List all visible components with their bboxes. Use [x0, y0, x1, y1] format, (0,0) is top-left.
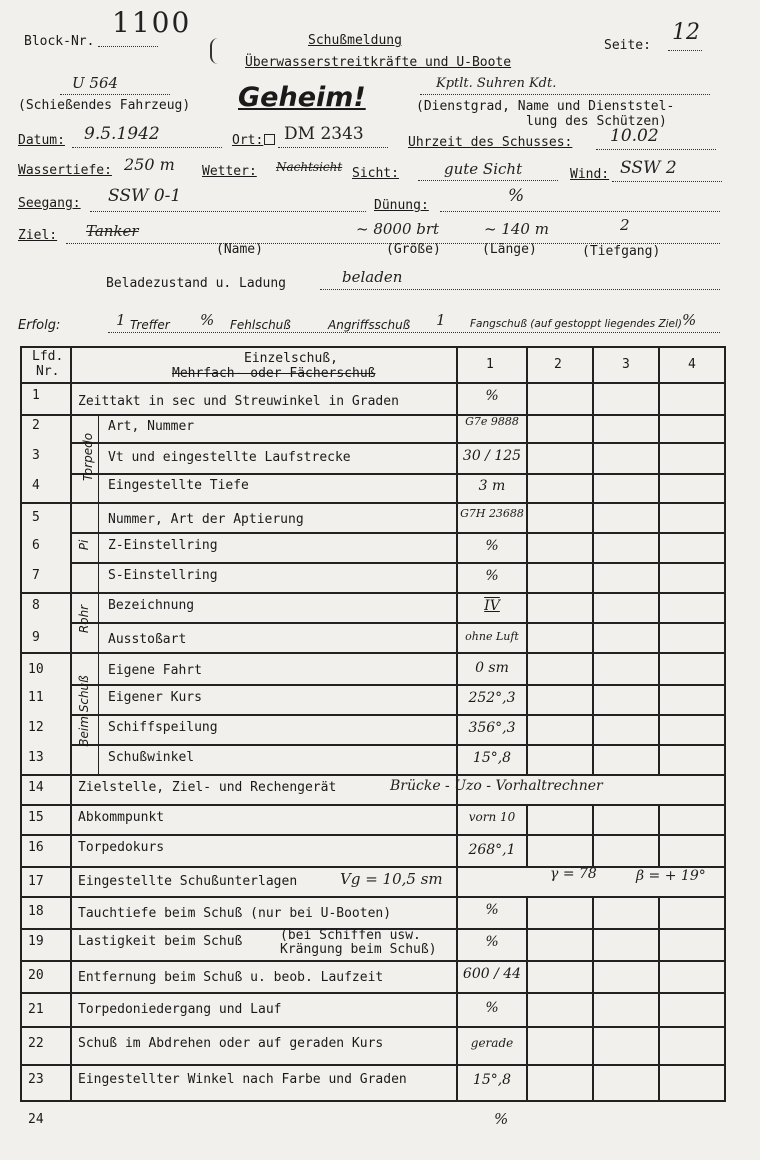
col-line — [658, 346, 660, 774]
row-line — [70, 473, 726, 475]
group-torpedo: Torpedo — [81, 432, 95, 482]
depth-value: 250 m — [124, 155, 175, 174]
row-value-wide: β = + 19° — [636, 868, 706, 884]
wind-label: Wind: — [570, 167, 610, 182]
row-label: Eingestellte Tiefe — [108, 478, 249, 493]
col-line — [592, 346, 594, 774]
time-dots — [596, 149, 716, 150]
row-line — [20, 502, 726, 504]
row-value: ohne Luft — [465, 630, 519, 643]
row-label-note: Krängung beim Schuß) — [280, 942, 437, 957]
swell-label: Dünung: — [374, 198, 429, 213]
row-line — [20, 804, 726, 806]
row-line — [20, 1064, 726, 1066]
col-line — [456, 346, 458, 1102]
row-value: % — [485, 568, 499, 584]
row-label: Entfernung beim Schuß u. beob. Laufzeit — [78, 970, 384, 985]
shooter-dots — [420, 94, 710, 95]
page-number: 12 — [672, 20, 700, 45]
col-line — [658, 896, 660, 1102]
catch-value: % — [682, 311, 697, 329]
place-value: DM 2343 — [284, 124, 364, 144]
row-line — [20, 866, 726, 868]
group-pi: Pi — [77, 539, 91, 551]
row-value: % — [485, 538, 499, 554]
sea-value: SSW 0-1 — [108, 186, 182, 206]
shooter-label-1: (Dienstgrad, Name und Dienststel- — [416, 99, 675, 114]
group-beim-schuss: Beim Schuß — [77, 675, 91, 747]
row-value: 0 sm — [475, 660, 509, 676]
row-value: % — [485, 934, 499, 950]
col-no-header: Lfd. — [32, 349, 64, 364]
place-square — [264, 134, 275, 145]
date-label: Datum: — [18, 133, 65, 148]
row-label: Ausstoßart — [108, 632, 187, 647]
load-value: beladen — [342, 268, 403, 286]
row-line — [20, 992, 726, 994]
row-label: Eigener Kurs — [108, 690, 202, 705]
row-number: 18 — [28, 904, 44, 919]
shot-table — [20, 346, 726, 1102]
block-label: Block-Nr. — [24, 34, 95, 49]
row-number: 15 — [28, 810, 44, 825]
row-number: 10 — [28, 662, 44, 677]
row-value: % — [485, 1000, 499, 1016]
row-line — [20, 774, 726, 776]
row-line — [20, 652, 726, 654]
col-line — [658, 804, 660, 866]
swell-value: % — [508, 186, 525, 206]
name-label: (Name) — [216, 242, 263, 257]
row-value-wide: Vg = 10,5 sm — [340, 870, 443, 888]
footer-row-number: 24 — [28, 1112, 44, 1127]
row-number: 2 — [32, 418, 40, 433]
row-label: Zeittakt in sec und Streuwinkel in Graden — [78, 394, 399, 409]
vessel-value: U 564 — [72, 74, 119, 92]
visibility-value: gute Sicht — [444, 160, 523, 178]
block-number: 1100 — [112, 6, 192, 39]
row-number: 17 — [28, 874, 44, 889]
success-label: Erfolg: — [18, 318, 61, 333]
row-number: 19 — [28, 934, 44, 949]
row-line — [20, 834, 726, 836]
row-line — [70, 684, 726, 686]
row-label: Abkommpunkt — [78, 810, 165, 825]
col-line — [592, 896, 594, 1102]
col-desc-header-2: Mehrfach- oder Fächerschuß — [172, 366, 376, 381]
col-line — [526, 804, 528, 866]
row-number: 1 — [32, 388, 40, 403]
col-line — [592, 804, 594, 866]
row-value: gerade — [470, 1036, 514, 1050]
col-4-header: 4 — [688, 357, 696, 372]
row-line — [70, 714, 726, 716]
hits-value: 1 — [116, 311, 126, 329]
row-value: G7H 23688 — [460, 507, 524, 520]
target-length: ~ 140 m — [484, 220, 549, 238]
target-draught: 2 — [620, 216, 630, 234]
group-line — [98, 414, 99, 774]
row-value: 356°,3 — [468, 720, 516, 736]
row-value: % — [485, 902, 499, 918]
row-number: 23 — [28, 1072, 44, 1087]
row-line — [20, 346, 726, 348]
row-label: Z-Einstellring — [108, 538, 218, 553]
row-label: Schußwinkel — [108, 750, 195, 765]
row-number: 14 — [28, 780, 44, 795]
size-label: (Größe) — [386, 242, 441, 257]
row-label: Zielstelle, Ziel- und Rechengerät — [78, 780, 337, 795]
row-line — [70, 562, 726, 564]
page-label: Seite: — [604, 38, 651, 53]
row-number: 20 — [28, 968, 44, 983]
row-number: 11 — [28, 690, 44, 705]
attack-label: Angriffsschuß — [328, 318, 411, 332]
col-1-header: 1 — [486, 357, 494, 372]
row-value: 3 m — [478, 478, 506, 494]
target-size: ~ 8000 brt — [356, 220, 440, 238]
place-label: Ort: — [232, 133, 264, 148]
miss-value: % — [200, 311, 215, 329]
form-subtitle: Überwasserstreitkräfte und U-Boote — [245, 55, 512, 70]
col-3-header: 3 — [622, 357, 630, 372]
row-value-wide: γ = 78 — [550, 866, 597, 882]
row-label: Nummer, Art der Aptierung — [108, 512, 304, 527]
sea-dots — [90, 211, 366, 212]
target-label: Ziel: — [18, 228, 58, 243]
row-line — [70, 622, 726, 624]
row-label-note: (bei Schiffen usw. — [280, 928, 421, 943]
depth-label: Wassertiefe: — [18, 163, 112, 178]
miss-label: Fehlschuß — [230, 318, 291, 332]
wind-value: SSW 2 — [620, 158, 677, 178]
col-line — [70, 346, 72, 1102]
row-value: 600 / 44 — [462, 966, 522, 982]
row-line — [20, 414, 726, 416]
sea-label: Seegang: — [18, 196, 81, 211]
row-label: Eingestellte Schußunterlagen — [78, 874, 298, 889]
col-2-header: 2 — [554, 357, 562, 372]
row-value: vorn 10 — [468, 810, 516, 824]
row-number: 5 — [32, 510, 40, 525]
row-value: G7e 9888 — [465, 415, 519, 428]
row-label: Schiffspeilung — [108, 720, 218, 735]
row-label: Tauchtiefe beim Schuß (nur bei U-Booten) — [78, 906, 392, 921]
row-label: Schuß im Abdrehen oder auf geraden Kurs — [78, 1036, 384, 1051]
time-value: 10.02 — [610, 126, 659, 146]
visibility-label: Sicht: — [352, 166, 399, 181]
row-label: Eigene Fahrt — [108, 663, 202, 678]
catch-label: Fangschuß (auf gestoppt liegendes Ziel) — [470, 318, 683, 330]
shooter-value: Kptlt. Suhren Kdt. — [436, 76, 557, 91]
row-number: 13 — [28, 750, 44, 765]
row-value: 15°,8 — [472, 1072, 512, 1088]
row-line — [70, 442, 726, 444]
shooter-label-2: lung des Schützen) — [526, 114, 667, 129]
row-label: Eingestellter Winkel nach Farbe und Graden — [78, 1072, 407, 1087]
row-number: 7 — [32, 568, 40, 583]
row-value-wide: Brücke - Uzo - Vorhaltrechner — [390, 778, 603, 794]
place-dots — [278, 147, 388, 148]
row-label: Torpedoniedergang und Lauf — [78, 1002, 282, 1017]
row-label: Torpedokurs — [78, 840, 165, 855]
row-label: Vt und eingestellte Laufstrecke — [108, 450, 351, 465]
draught-label: (Tiefgang) — [582, 244, 661, 259]
row-value: 15°,8 — [472, 750, 512, 766]
col-line — [526, 896, 528, 1102]
row-line — [20, 896, 726, 898]
target-value: Tanker — [86, 222, 139, 240]
row-label: Art, Nummer — [108, 419, 195, 434]
row-value: IV — [484, 598, 500, 614]
row-number: 9 — [32, 630, 40, 645]
row-value: 30 / 125 — [462, 448, 522, 464]
bracket-mark — [210, 38, 218, 64]
row-number: 16 — [28, 840, 44, 855]
row-number: 12 — [28, 720, 44, 735]
row-line — [20, 1100, 726, 1102]
row-line — [70, 532, 726, 534]
row-number: 6 — [32, 538, 40, 553]
footer-value: % — [494, 1110, 509, 1128]
page-dots — [668, 50, 702, 51]
date-dots — [72, 147, 222, 148]
col-line — [724, 346, 726, 1102]
visibility-dots — [418, 180, 558, 181]
hits-label: Treffer — [130, 318, 170, 332]
swell-dots — [440, 211, 720, 212]
secret-stamp: Geheim! — [238, 82, 366, 113]
group-rohr: Rohr — [77, 604, 91, 634]
row-line — [20, 382, 726, 384]
attack-value: 1 — [436, 311, 446, 329]
row-value: 268°,1 — [468, 842, 516, 858]
load-dots — [320, 289, 720, 290]
weather-value: Nachtsicht — [276, 160, 343, 174]
col-line — [20, 346, 22, 1102]
time-label: Uhrzeit des Schusses: — [408, 135, 573, 150]
row-label: S-Einstellring — [108, 568, 218, 583]
row-value: 252°,3 — [468, 690, 516, 706]
col-desc-header: Einzelschuß, — [244, 351, 338, 366]
row-line — [20, 960, 726, 962]
row-line — [20, 592, 726, 594]
row-number: 21 — [28, 1002, 44, 1017]
success-dots — [108, 332, 720, 333]
vessel-label: (Schießendes Fahrzeug) — [18, 98, 191, 113]
weather-label: Wetter: — [202, 164, 257, 179]
row-line — [20, 1026, 726, 1028]
form-title: Schußmeldung — [308, 33, 402, 48]
date-value: 9.5.1942 — [84, 124, 160, 144]
row-number: 4 — [32, 478, 40, 493]
block-dots — [98, 46, 158, 47]
row-label: Lastigkeit beim Schuß — [78, 934, 243, 949]
wind-dots — [612, 181, 722, 182]
col-line — [526, 346, 528, 774]
length-label: (Länge) — [482, 242, 537, 257]
load-label: Beladezustand u. Ladung — [106, 276, 287, 291]
row-number: 8 — [32, 598, 40, 613]
row-number: 3 — [32, 448, 40, 463]
row-number: 22 — [28, 1036, 44, 1051]
vessel-dots — [60, 94, 170, 95]
row-label: Bezeichnung — [108, 598, 195, 613]
col-no-header-2: Nr. — [36, 364, 60, 379]
row-value: % — [485, 388, 499, 404]
row-line — [70, 744, 726, 746]
